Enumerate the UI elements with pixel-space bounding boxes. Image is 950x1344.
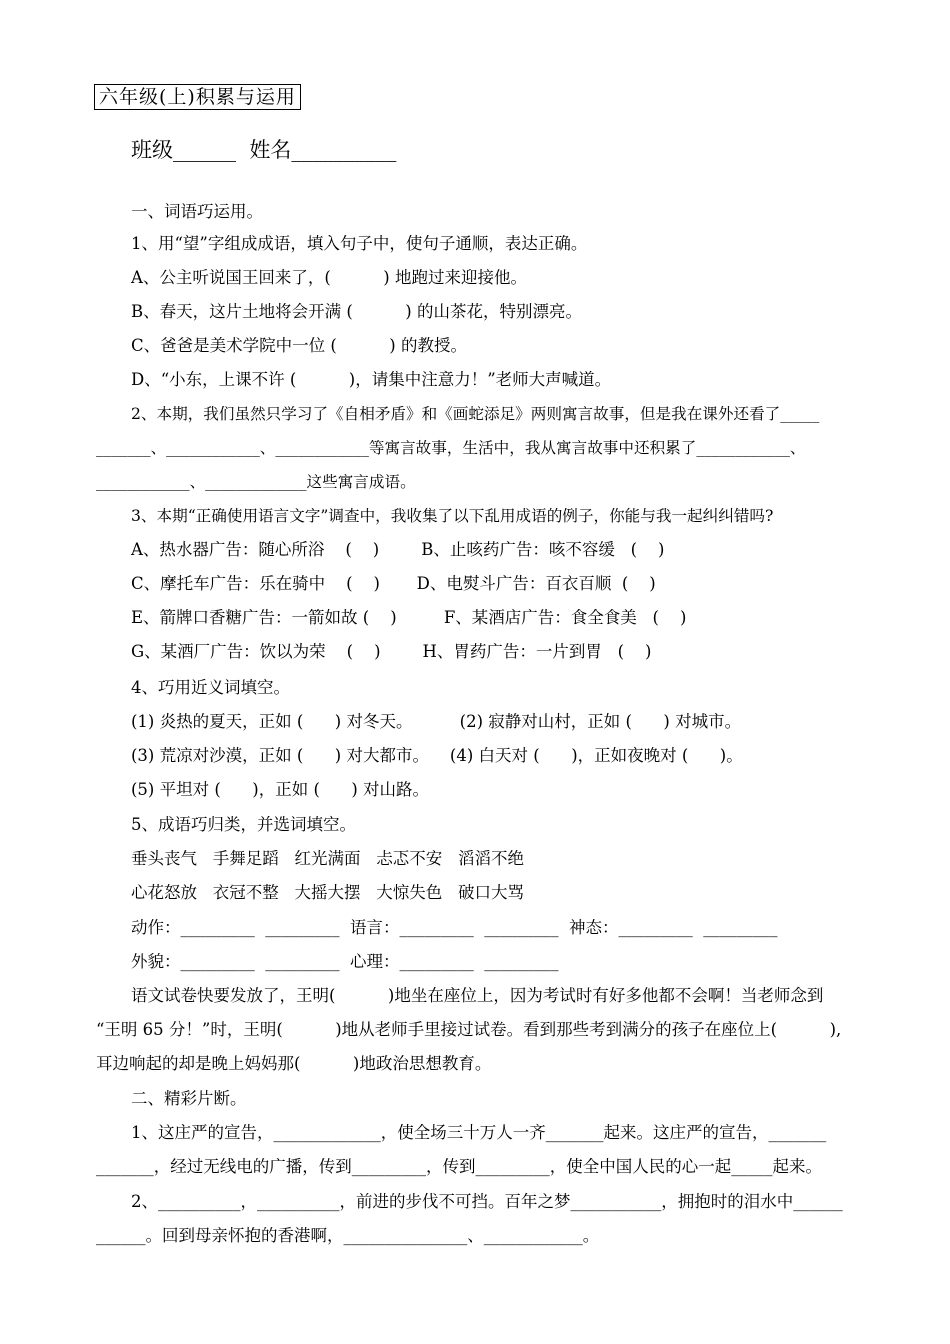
q5-paragraph-line1: 语文试卷快要发放了，王明( )地坐在座位上，因为考试时有好多他都不会啊！当老师念到 <box>131 986 824 1005</box>
worksheet-title: 六年级(上)积累与运用 <box>94 84 301 110</box>
q3-row1: A、热水器广告：随心所浴 ( ) B、止咳药广告：咳不容缓 ( ) <box>131 540 665 559</box>
q5-idioms-row1: 垂头丧气 手舞足蹈 红光满面 忐忑不安 滔滔不绝 <box>131 849 524 868</box>
q4-row1: (1) 炎热的夏天，正如 ( ) 对冬天。 (2) 寂静对山村，正如 ( ) 对城市。 <box>131 712 742 731</box>
q4-row3: (5) 平坦对 ( )，正如 ( ) 对山路。 <box>131 780 430 799</box>
q1-option-c: C、爸爸是美术学院中一位 ( ) 的教授。 <box>131 336 467 355</box>
q1-option-a: A、公主听说国王回来了，( ) 地跑过来迎接他。 <box>131 268 527 287</box>
q3-prompt: 3、本期“正确使用语言文字”调查中，我收集了以下乱用成语的例子，你能与我一起纠纠错吗? <box>131 507 774 525</box>
section2-heading: 二、精彩片断。 <box>131 1089 247 1108</box>
q3-row2: C、摩托车广告：乐在骑中 ( ) D、电熨斗广告：百衣百顺 ( ) <box>131 574 656 593</box>
q5-category-row1: 动作：_________ _________ 语言：_________ _________ 神态：_________ _________ <box>131 918 778 937</box>
s2-q2-line2: ______。回到母亲怀抱的香港啊，_______________、____________。 <box>96 1226 600 1245</box>
s2-q1-line2: _______，经过无线电的广播，传到_________，传到_________，使全中国人民的心一起_____起来。 <box>96 1157 822 1176</box>
q3-row4: G、某酒厂广告：饮以为荣 ( ) H、胃药广告：一片到胃 ( ) <box>131 642 652 661</box>
q4-prompt: 4、巧用近义词填空。 <box>131 678 290 697</box>
section1-heading: 一、词语巧运用。 <box>131 202 263 221</box>
q1-option-d: D、“小东，上课不许 ( )，请集中注意力！”老师大声喊道。 <box>131 370 612 389</box>
s2-q1-line1: 1、这庄严的宣告，_____________，使全场三十万人一齐_______起来。这庄严的宣告，_______ <box>131 1123 827 1142</box>
s2-q2-line1: 2、__________，__________，前进的步伐不可挡。百年之梦___________，拥抱时的泪水中______ <box>131 1192 843 1211</box>
q2-line3: ____________、_____________这些寓言成语。 <box>96 473 416 491</box>
q1-option-b: B、春天，这片土地将会开满 ( ) 的山茶花，特别漂亮。 <box>131 302 582 321</box>
q5-prompt: 5、成语巧归类，并选词填空。 <box>131 815 356 834</box>
q5-paragraph-line3: 耳边响起的却是晚上妈妈那( )地政治思想教育。 <box>96 1054 492 1073</box>
q5-paragraph-line2: “王明 65 分！”时，王明( )地从老师手里接过试卷。看到那些考到满分的孩子在座位上( ), <box>96 1020 842 1039</box>
q2-line1: 2、本期，我们虽然只学习了《自相矛盾》和《画蛇添足》两则寓言故事，但是我在课外还看了_____ <box>131 405 820 423</box>
q5-category-row2: 外貌：_________ _________ 心理：_________ _________ <box>131 952 559 971</box>
q2-line2: _______、____________、____________等寓言故事，生活中，我从寓言故事中还积累了____________、 <box>96 439 806 457</box>
q1-prompt: 1、用“望”字组成成语，填入句子中，使句子通顺，表达正确。 <box>131 234 588 253</box>
q4-row2: (3) 荒凉对沙漠，正如 ( ) 对大都市。 (4) 白天对 ( )，正如夜晚对 ( )。 <box>131 746 743 765</box>
q3-row3: E、箭牌口香糖广告：一箭如故 ( ) F、某酒店广告：食全食美 ( ) <box>131 608 687 627</box>
q5-idioms-row2: 心花怒放 衣冠不整 大摇大摆 大惊失色 破口大骂 <box>131 883 524 902</box>
class-name-line: 班级______ 姓名__________ <box>131 138 397 162</box>
